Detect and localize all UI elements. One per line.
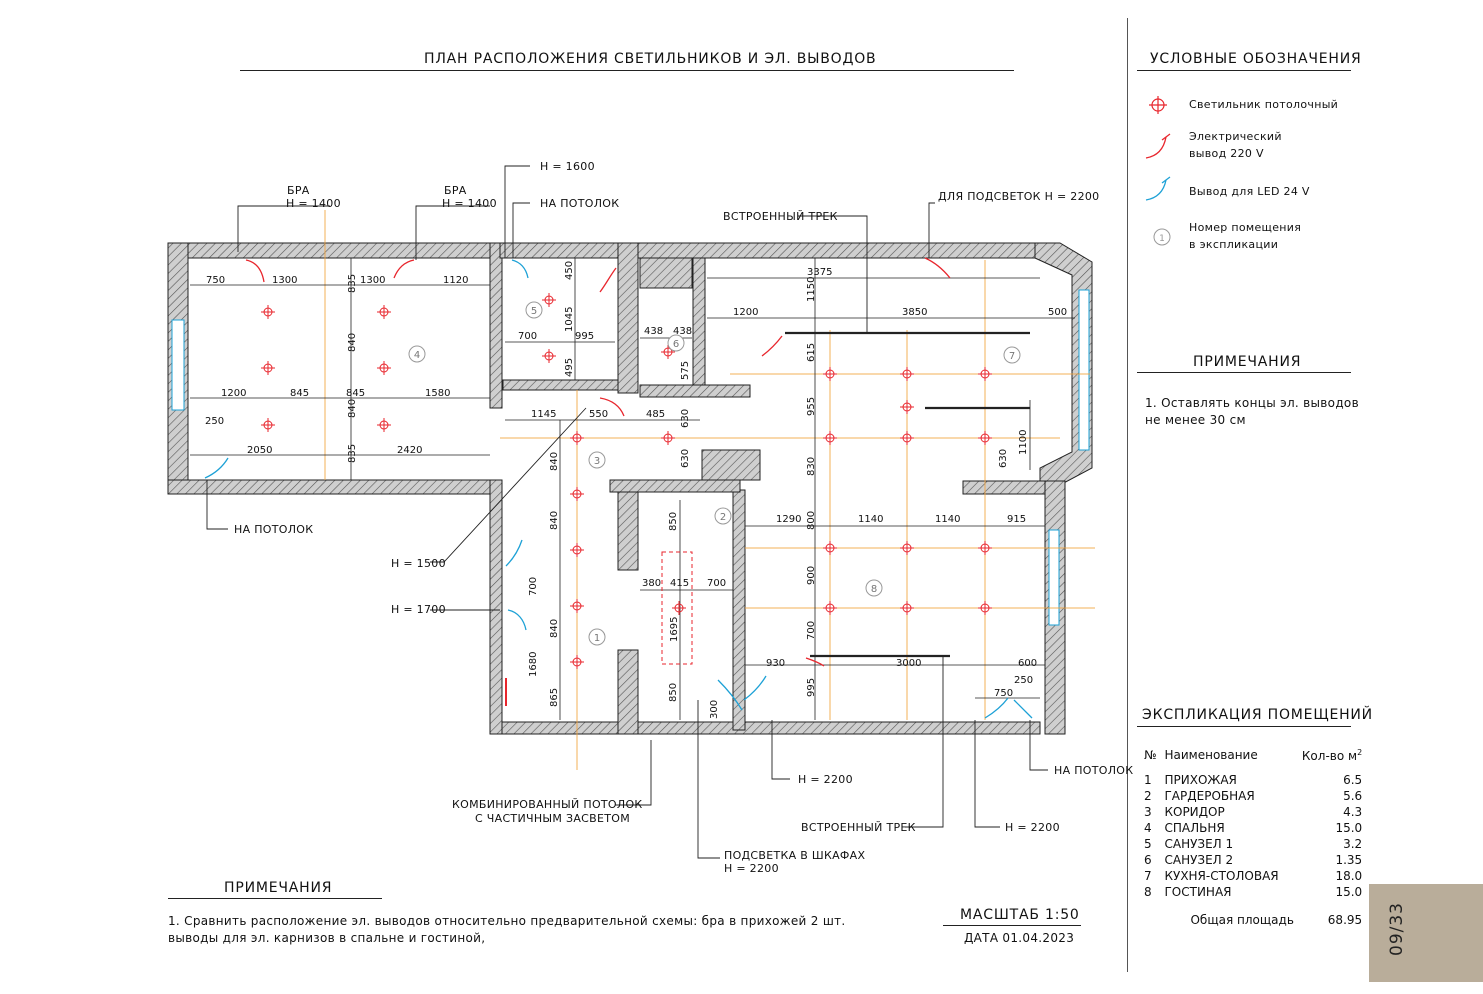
svg-text:1140: 1140 (858, 514, 884, 525)
svg-text:700: 700 (707, 578, 727, 589)
room-number: 2 (719, 512, 727, 523)
notes-bottom-line2: выводы для эл. карнизов в спальне и гостиной, (168, 931, 486, 945)
svg-text:700: 700 (806, 620, 817, 640)
callout-h1500: H = 1500 (391, 557, 446, 570)
led-24-icon (744, 676, 766, 700)
ceiling-light-icon (570, 543, 584, 557)
svg-text:450: 450 (564, 260, 575, 280)
callout-h1700: H = 1700 (391, 603, 446, 616)
ceiling-light-icon (823, 541, 837, 555)
svg-text:300: 300 (709, 699, 720, 719)
ceiling-light-icon (570, 655, 584, 669)
svg-text:3850: 3850 (902, 307, 928, 318)
svg-text:1200: 1200 (733, 307, 759, 318)
svg-text:840: 840 (549, 451, 560, 471)
svg-text:1100: 1100 (1018, 429, 1029, 455)
ceiling-light-icon (261, 305, 275, 319)
svg-text:3375: 3375 (807, 267, 833, 278)
outlet-220-icon (246, 260, 264, 282)
legend-label-220b: вывод 220 V (1189, 147, 1264, 160)
svg-text:750: 750 (994, 688, 1014, 699)
room-number: 4 (413, 350, 421, 361)
ceiling-light-icon (570, 487, 584, 501)
table-row: 2 ГАРДЕРОБНАЯ 5.6 (1144, 789, 1363, 803)
table-row: 5 САНУЗЕЛ 1 3.2 (1144, 837, 1363, 851)
svg-text:1045: 1045 (564, 306, 575, 332)
svg-text:750: 750 (206, 275, 226, 286)
svg-text:840: 840 (549, 618, 560, 638)
svg-text:3000: 3000 (896, 658, 922, 669)
svg-text:845: 845 (290, 388, 310, 399)
col-name: Наименование (1164, 748, 1258, 762)
table-row: 3 КОРИДОР 4.3 (1144, 805, 1363, 819)
svg-text:615: 615 (806, 342, 817, 362)
ceiling-light-icon (377, 305, 391, 319)
svg-text:1120: 1120 (443, 275, 469, 286)
svg-text:840: 840 (347, 332, 358, 352)
callout-wardrobe2: H = 2200 (724, 862, 779, 875)
page-number: 09/33 (1387, 902, 1407, 956)
ceiling-light-icon (823, 367, 837, 381)
legend-label-ceiling: Светильник потолочный (1189, 98, 1339, 111)
callout-track-top: ВСТРОЕННЫЙ ТРЕК (723, 210, 838, 223)
ceiling-light-icon (978, 431, 992, 445)
legend-label-220a: Электрический (1189, 130, 1282, 143)
svg-text:1300: 1300 (360, 275, 386, 286)
svg-text:500: 500 (1048, 307, 1068, 318)
ceiling-light-icon (542, 349, 556, 363)
svg-text:250: 250 (205, 416, 225, 427)
outlet-220-icon (394, 260, 414, 278)
legend-label-room2: в экспликации (1189, 238, 1279, 251)
callout-backlight: ДЛЯ ПОДСВЕТОК H = 2200 (938, 190, 1100, 203)
svg-text:438: 438 (673, 326, 693, 337)
ceiling-light-icon (661, 431, 675, 445)
svg-text:1150: 1150 (806, 276, 817, 302)
svg-text:2050: 2050 (247, 445, 273, 456)
walls (168, 243, 1092, 734)
svg-text:1145: 1145 (531, 409, 557, 420)
svg-text:600: 600 (1018, 658, 1038, 669)
svg-text:995: 995 (806, 677, 817, 697)
outlet-220-icon (600, 268, 616, 292)
ceiling-light-icon (377, 418, 391, 432)
ceiling-light-icon (978, 601, 992, 615)
svg-text:800: 800 (806, 510, 817, 530)
outlet-220-icon (762, 336, 782, 356)
ceiling-light-icon (823, 431, 837, 445)
ceiling-light-icon (900, 367, 914, 381)
svg-text:840: 840 (347, 398, 358, 418)
ceiling-light-icon (672, 601, 686, 615)
notes-right-line1: 1. Оставлять концы эл. выводов (1145, 396, 1359, 410)
room-number: 6 (672, 339, 680, 350)
svg-text:1290: 1290 (776, 514, 802, 525)
svg-text:630: 630 (998, 448, 1009, 468)
callout-h2200-a: H = 2200 (798, 773, 853, 786)
callout-h1600: H = 1600 (540, 160, 595, 173)
room-number: 5 (530, 306, 538, 317)
room-number: 1 (593, 633, 601, 644)
svg-text:415: 415 (670, 578, 690, 589)
svg-text:575: 575 (680, 360, 691, 380)
ceiling-light-icon (900, 601, 914, 615)
ceiling-light-icon (978, 367, 992, 381)
table-row: 1 ПРИХОЖАЯ 6.5 (1144, 773, 1363, 787)
svg-text:438: 438 (644, 326, 664, 337)
svg-text:250: 250 (1014, 675, 1034, 686)
col-area: Кол-во $м^2$ (1301, 747, 1363, 763)
svg-text:380: 380 (642, 578, 662, 589)
notes-right-title: ПРИМЕЧАНИЯ (1193, 354, 1302, 370)
room-number: 8 (870, 584, 878, 595)
ceiling-light-icon (978, 541, 992, 555)
plan-title: ПЛАН РАСПОЛОЖЕНИЯ СВЕТИЛЬНИКОВ И ЭЛ. ВЫВОДОВ (424, 51, 877, 67)
svg-text:1300: 1300 (272, 275, 298, 286)
led-24-icon (512, 260, 528, 278)
svg-text:495: 495 (564, 357, 575, 377)
svg-text:900: 900 (806, 565, 817, 585)
room-number-symbol: 1 (1159, 234, 1165, 244)
ceiling-light-icon (261, 418, 275, 432)
callout-combined1: КОМБИНИРОВАННЫЙ ПОТОЛОК (452, 798, 643, 811)
ceiling-light-icon (570, 431, 584, 445)
svg-text:700: 700 (518, 331, 538, 342)
outlet-220-icon (925, 258, 950, 278)
notes-bottom-line1: 1. Сравнить расположение эл. выводов относительно предварительной схемы: бра в прихожей 2 шт. (168, 914, 846, 928)
ceiling-light-icon (900, 541, 914, 555)
room-number: 3 (593, 456, 601, 467)
svg-text:1695: 1695 (669, 616, 680, 642)
svg-text:1140: 1140 (935, 514, 961, 525)
legend-label-room1: Номер помещения (1189, 221, 1302, 234)
svg-text:955: 955 (806, 396, 817, 416)
table-row: 4 СПАЛЬНЯ 15.0 (1144, 821, 1363, 835)
led-24-icon (506, 540, 522, 566)
explication-title: ЭКСПЛИКАЦИЯ ПОМЕЩЕНИЙ (1142, 707, 1373, 723)
table-row: 6 САНУЗЕЛ 2 1.35 (1144, 853, 1363, 867)
svg-text:915: 915 (1007, 514, 1027, 525)
ceiling-light-icon (900, 400, 914, 414)
callout-bra2: БРА (444, 184, 467, 197)
callout-track-bottom: ВСТРОЕННЫЙ ТРЕК (801, 821, 916, 834)
callout-bra1-h: H = 1400 (286, 197, 341, 210)
room-number: 7 (1008, 351, 1016, 362)
svg-text:1580: 1580 (425, 388, 451, 399)
callout-to-ceiling-right: НА ПОТОЛОК (1054, 764, 1134, 777)
svg-text:830: 830 (806, 456, 817, 476)
legend-label-led: Вывод для LED 24 V (1189, 185, 1310, 198)
svg-text:845: 845 (346, 388, 366, 399)
svg-text:865: 865 (549, 687, 560, 707)
ceiling-light-icon (570, 599, 584, 613)
svg-text:550: 550 (589, 409, 609, 420)
svg-text:1200: 1200 (221, 388, 247, 399)
led-24-icon (1014, 700, 1032, 718)
ceiling-light-icon (377, 361, 391, 375)
svg-text:850: 850 (668, 682, 679, 702)
callout-bra1: БРА (287, 184, 310, 197)
ceiling-light-icon (261, 361, 275, 375)
svg-text:930: 930 (766, 658, 786, 669)
callout-to-ceiling-top: НА ПОТОЛОК (540, 197, 620, 210)
callout-to-ceiling-left: НА ПОТОЛОК (234, 523, 314, 536)
callout-h2200-b: H = 2200 (1005, 821, 1060, 834)
svg-text:1680: 1680 (528, 651, 539, 677)
led-24-icon (205, 458, 228, 478)
table-row: 8 ГОСТИНАЯ 15.0 (1144, 885, 1363, 899)
scale-label: МАСШТАБ 1:50 (960, 907, 1080, 923)
callout-bra2-h: H = 1400 (442, 197, 497, 210)
led-24-icon (508, 610, 526, 630)
svg-text:850: 850 (668, 511, 679, 531)
led-24-icon (985, 698, 1008, 718)
svg-text:995: 995 (575, 331, 595, 342)
date-label: ДАТА 01.04.2023 (964, 931, 1075, 945)
callout-combined2: С ЧАСТИЧНЫМ ЗАСВЕТОМ (475, 812, 630, 825)
ceiling-light-icon (900, 431, 914, 445)
svg-text:485: 485 (646, 409, 666, 420)
svg-text:840: 840 (549, 510, 560, 530)
total-row: Общая площадь 68.95 (1190, 913, 1363, 927)
table-row: 7 КУХНЯ-СТОЛОВАЯ 18.0 (1144, 869, 1363, 883)
ceiling-light-icon (823, 601, 837, 615)
svg-text:630: 630 (680, 448, 691, 468)
notes-right-line2: не менее 30 см (1145, 413, 1246, 427)
legend-title: УСЛОВНЫЕ ОБОЗНАЧЕНИЯ (1150, 51, 1362, 67)
svg-text:700: 700 (528, 576, 539, 596)
svg-text:835: 835 (347, 443, 358, 463)
svg-text:630: 630 (680, 408, 691, 428)
col-no: № (1144, 748, 1157, 762)
ceiling-light-icon (542, 293, 556, 307)
svg-text:2420: 2420 (397, 445, 423, 456)
callout-wardrobe1: ПОДСВЕТКА В ШКАФАХ (724, 849, 866, 862)
notes-bottom-title: ПРИМЕЧАНИЯ (224, 880, 333, 896)
svg-text:835: 835 (347, 273, 358, 293)
